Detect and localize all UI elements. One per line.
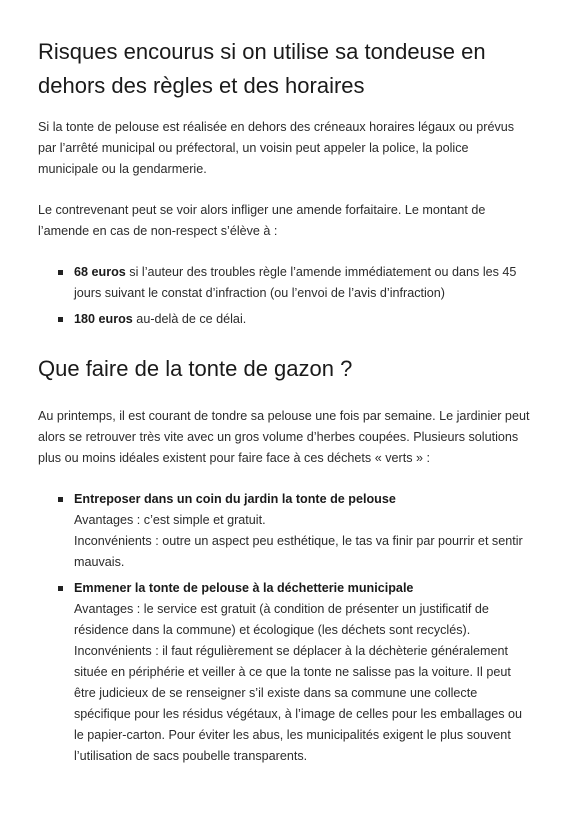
fine-description: au-delà de ce délai.: [132, 312, 247, 326]
paragraph-fine: Le contrevenant peut se voir alors infliger une amende forfaitaire. Le montant de l’amende en cas de non-respect s’élève à :: [38, 203, 486, 238]
solution-drawbacks: Inconvénients : outre un aspect peu esthétique, le tas va finir par pourrir et sentir mauvais.: [74, 534, 523, 569]
section-heading-risks: Risques encourus si on utilise sa tondeuse en dehors des règles et des horaires: [38, 39, 486, 98]
paragraph-spring: Au printemps, il est courant de tondre sa pelouse une fois par semaine. Le jardinier peut alors se retrouver très vite avec un gros volume d’herbes coupées. Plusieurs solutions plus ou moins idéales existent pour faire face à ces déchets « verts » :: [38, 409, 530, 465]
solutions-list: [38, 489, 531, 767]
list-item-solution-dump: [38, 578, 531, 767]
fines-list: [38, 262, 531, 330]
solution-title: Emmener la tonte de pelouse à la déchetterie municipale: [74, 581, 414, 595]
solution-title: Entreposer dans un coin du jardin la tonte de pelouse: [74, 492, 396, 506]
square-bullet-icon: [58, 497, 63, 502]
list-item-fine-180: [38, 309, 531, 330]
paragraph-police: Si la tonte de pelouse est réalisée en dehors des créneaux horaires légaux ou prévus par l’arrêté municipal ou préfectoral, un voisin peut appeler la police, la police municipale ou la gendarmerie.: [38, 120, 515, 176]
list-item-solution-garden: [38, 489, 531, 573]
solution-drawbacks: Inconvénients : il faut régulièrement se déplacer à la déchèterie généralement située en périphérie et veiller à ce que la tonte ne salisse pas la voiture. Il peut être judicieux de se renseigner s’il existe dans sa commune une collecte spécifique pour les résidus végétaux, à l’image de celles pour les emballages ou le papier-carton. Pour éviter les abus, les municipalités exigent le plus souvent l’utilisation de sacs poubelle transparents.: [74, 644, 523, 763]
fine-amount: 68 euros: [74, 265, 126, 279]
solution-advantages: Avantages : le service est gratuit (à condition de présenter un justificatif de résidence dans la commune) et écologique (les déchets sont recyclés).: [74, 602, 489, 637]
fine-description: si l’auteur des troubles règle l’amende immédiatement ou dans les 45 jours suivant le constat d’infraction (ou l’envoi de l’avis d’infraction): [74, 265, 517, 300]
fine-amount: 180 euros: [74, 312, 133, 326]
list-item-fine-68: [38, 262, 531, 304]
square-bullet-icon: [58, 586, 63, 591]
square-bullet-icon: [58, 317, 63, 322]
section-heading-lawn-clippings: Que faire de la tonte de gazon ?: [38, 356, 353, 381]
square-bullet-icon: [58, 270, 63, 275]
solution-advantages: Avantages : c’est simple et gratuit.: [74, 513, 266, 527]
